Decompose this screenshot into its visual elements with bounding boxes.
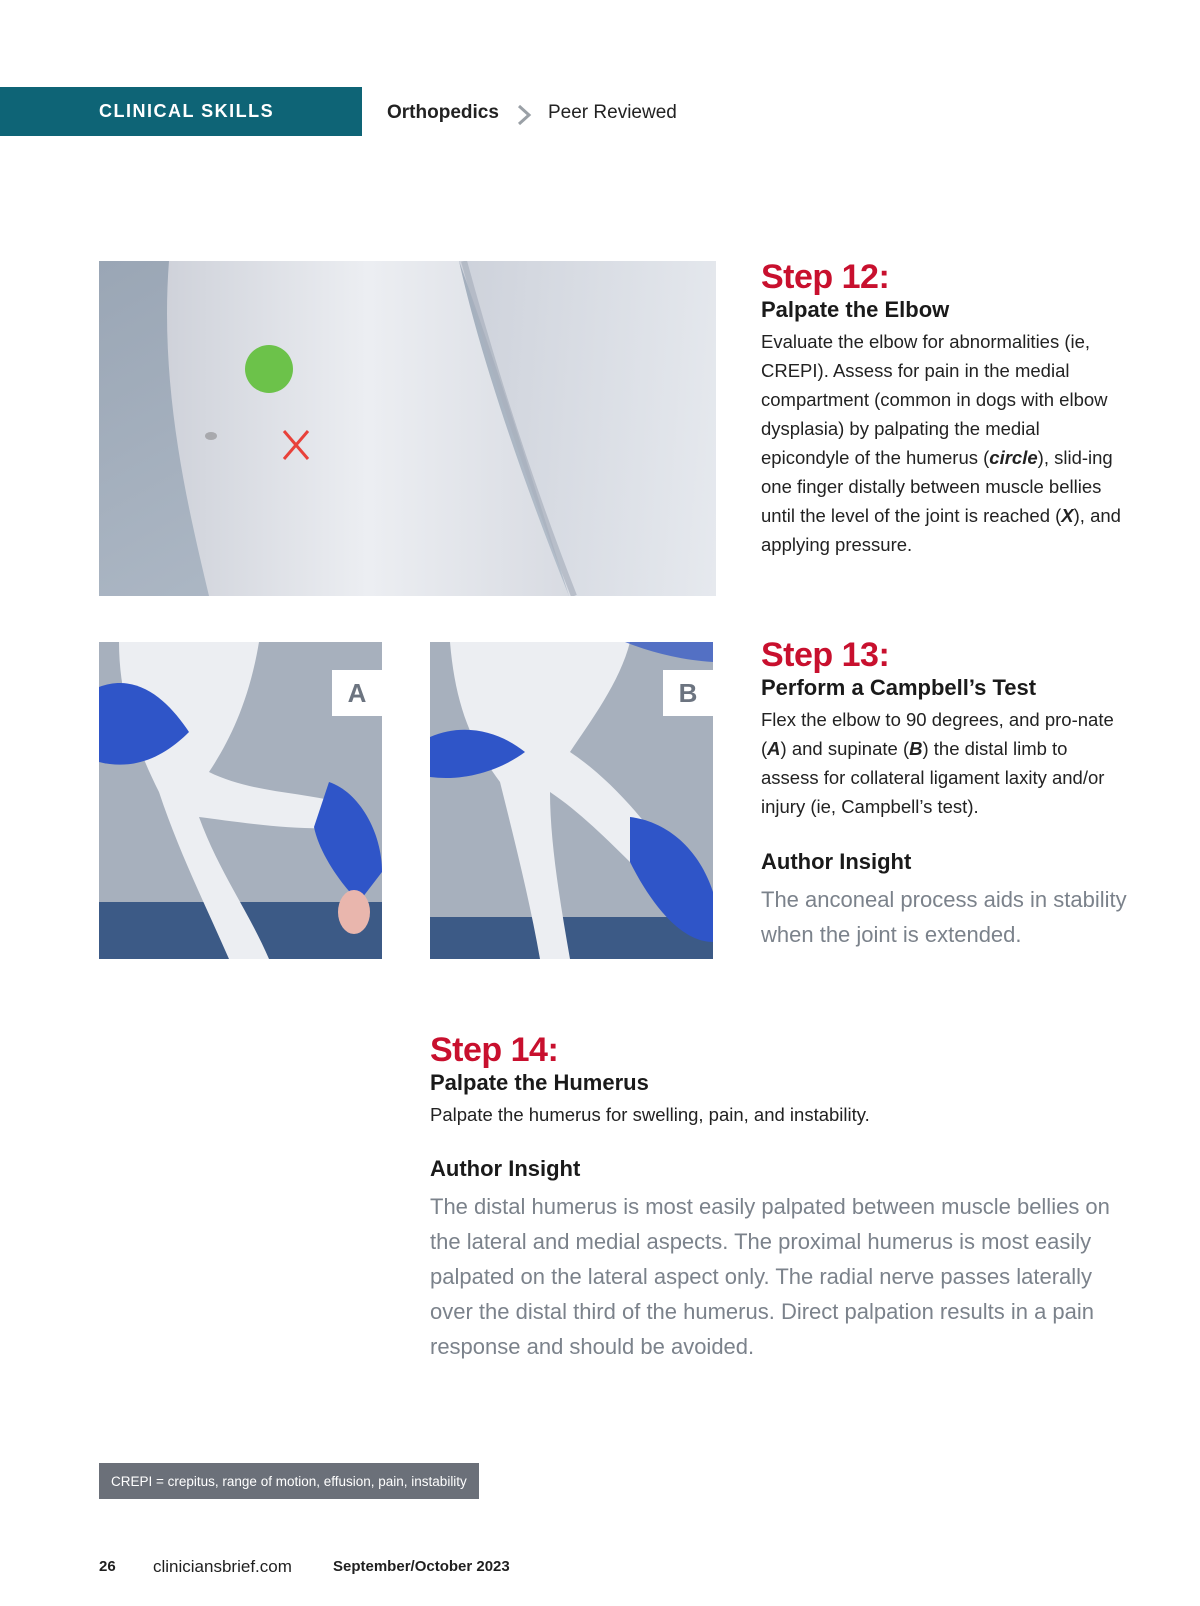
- campbell-pronate-photo: [99, 642, 382, 959]
- step-12-number: Step 12:: [761, 258, 890, 296]
- author-insight-14: [430, 1155, 1130, 1364]
- author-insight-13-body: The anconeal process aids in stability when the joint is extended.: [761, 887, 1127, 947]
- site-link[interactable]: cliniciansbrief.com: [153, 1557, 292, 1576]
- breadcrumb-orthopedics[interactable]: Orthopedics: [387, 102, 499, 123]
- step-12-emphasis: circle: [989, 447, 1038, 468]
- step-14-title: Palpate the Humerus: [430, 1070, 649, 1095]
- step-14-number: Step 14:: [430, 1031, 559, 1069]
- step-12-body: [761, 327, 1121, 559]
- step-13-body-part: ) and supinate (: [780, 738, 910, 759]
- step-13: [761, 635, 1121, 821]
- step-12-body-part: Evaluate the elbow for abnormalities (ie, CREPI). Assess for pain in the medial compartment (common in dogs with elbow dysplasia) by palpating the medial epicondyle of the humerus (: [761, 331, 1108, 468]
- step-13-emphasis: A: [767, 738, 781, 759]
- author-insight-13: [761, 848, 1131, 952]
- step-12-emphasis: X: [1061, 505, 1074, 526]
- crepi-footnote: CREPI = crepitus, range of motion, effusion, pain, instability: [99, 1463, 479, 1499]
- step-13-body: [761, 705, 1121, 821]
- author-insight-14-body: The distal humerus is most easily palpated between muscle bellies on the lateral and medial aspects. The proximal humerus is most easily palpated on the lateral aspect only. The radial nerve passes laterally over the distal third of the humerus. Direct palpation results in a pain response and should be avoided.: [430, 1194, 1110, 1359]
- issue-date: September/October 2023: [333, 1558, 510, 1575]
- step-13-title: Perform a Campbell’s Test: [761, 675, 1037, 700]
- step-12-body-part: ), slid-ing one finger distally between muscle bellies until the level of the joint is reached (: [761, 447, 1113, 526]
- step-12: [761, 257, 1121, 559]
- step-13-emphasis: B: [909, 738, 923, 759]
- campbell-supinate-photo: [430, 642, 713, 959]
- author-insight-13-title: Author Insight: [761, 849, 912, 874]
- page-number: 26: [99, 1558, 116, 1575]
- step-14: [430, 1030, 1130, 1129]
- panel-label-a: A: [332, 670, 382, 716]
- step-13-body-part: Flex the elbow to 90 degrees, and pro-nate (: [761, 709, 1114, 759]
- breadcrumb-peer-reviewed[interactable]: Peer Reviewed: [548, 102, 677, 123]
- step-13-number: Step 13:: [761, 636, 890, 674]
- panel-label-b: B: [663, 670, 713, 716]
- step-12-title: Palpate the Elbow: [761, 297, 950, 322]
- step-14-body: Palpate the humerus for swelling, pain, and instability.: [430, 1104, 870, 1125]
- chevron-right-icon: [515, 104, 533, 126]
- author-insight-14-title: Author Insight: [430, 1156, 581, 1181]
- section-label: CLINICAL SKILLS: [99, 101, 275, 121]
- step-12-body-part: ), and applying pressure.: [761, 505, 1121, 555]
- elbow-photo: [99, 261, 716, 596]
- step-13-body-part: ) the distal limb to assess for collateral ligament laxity and/or injury (ie, Campbell’s test).: [761, 738, 1105, 817]
